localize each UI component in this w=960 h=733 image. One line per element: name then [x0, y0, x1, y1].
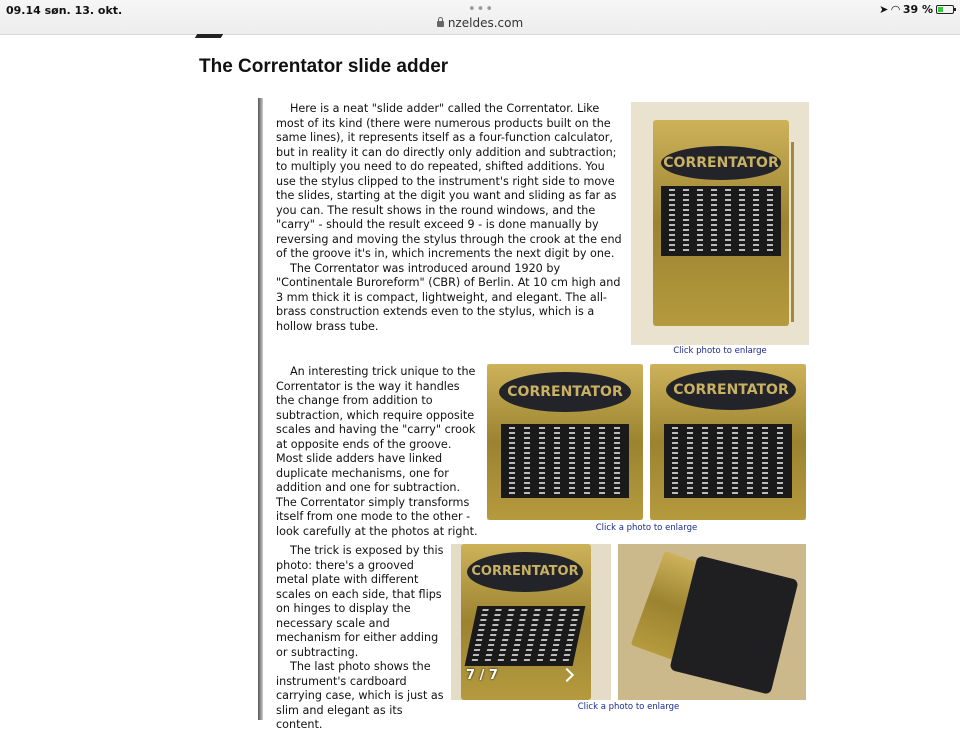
more-dots-icon[interactable]: ••• — [468, 2, 495, 17]
photo-carrying-case[interactable] — [618, 544, 806, 700]
content-left-border — [258, 98, 263, 720]
location-icon: ➤ — [879, 3, 889, 16]
status-time: 09.14 søn. 13. okt. — [6, 4, 123, 17]
caption-enlarge-2[interactable]: Click a photo to enlarge — [595, 523, 698, 533]
paragraph-case: The last photo shows the instrument's cardboard carrying case, which is just as slim and elegant as its content. — [276, 660, 444, 731]
battery-icon — [936, 5, 954, 14]
status-battery-text: 39 % — [902, 3, 933, 16]
paragraph-mode-switch: An interesting trick unique to the Correntator is the way it handles the change from addition to subtraction, which require opposite scales and having the "carry" crook at opposite ends of the groove. Most slide adders have linked duplicate mechanisms, one for addition and one for subtraction. The Correntator simply transforms itself from one mode to the other - look carefully at the photos at right. — [276, 365, 478, 538]
wifi-icon: ◠ — [891, 3, 900, 16]
browser-status-bar — [0, 0, 960, 35]
article-section-2 — [276, 365, 478, 539]
gallery-counter: 7 / 7 — [466, 668, 498, 683]
photo-brand-label: CORRENTATOR — [467, 552, 583, 592]
status-icons — [879, 3, 954, 16]
article-section-3 — [276, 544, 446, 733]
paragraph-trick: The trick is exposed by this photo: there's a grooved metal plate with different scales on each side, that flips on hinges to display the necessary scale and mechanism for either adding or subtracting. — [276, 544, 444, 659]
caption-enlarge-1[interactable]: Click photo to enlarge — [673, 346, 767, 356]
paragraph-history: The Correntator was introduced around 1920 by "Continentale Buroreform" (CBR) of Berlin. At 10 cm high and 3 mm thick it is compact, lightweight, and elegant. The all-brass construction extends even to the stylus, which is a hollow brass tube. — [276, 261, 621, 333]
url-bar[interactable] — [0, 16, 960, 30]
photo-brand-label: CORRENTATOR — [661, 146, 781, 180]
photo-subtraction-mode[interactable] — [650, 364, 806, 520]
page-title: The Correntator slide adder — [199, 56, 449, 77]
stylus — [791, 142, 794, 322]
paragraph-intro: Here is a neat "slide adder" called the Correntator. Like most of its kind (there were numerous products built on the same lines), it represents itself as a four-function calculator, but in reality it can do directly only addition and subtraction; to multiply you need to do repeated, shifted additions. You use the stylus clipped to the instrument's right side to move the slides, starting at the digit you want and sliding as far as you can. The result shows in the round windows, and the "carry" - should the result exceed 9 - is done manually by reversing and moving the stylus through the crook at the end of the groove it's in, which increments the next digit by one. — [276, 102, 622, 260]
photo-addition-mode[interactable] — [487, 364, 643, 520]
url-text: nzeldes.com — [447, 16, 524, 30]
page-edge-decoration — [195, 34, 223, 38]
caption-enlarge-3[interactable]: Click a photo to enlarge — [577, 702, 680, 712]
photo-correntator-main[interactable] — [631, 102, 809, 345]
article-section-1 — [276, 102, 622, 334]
lock-icon — [437, 21, 444, 27]
photo-brand-label: CORRENTATOR — [666, 370, 796, 410]
photo-brand-label: CORRENTATOR — [499, 372, 631, 412]
